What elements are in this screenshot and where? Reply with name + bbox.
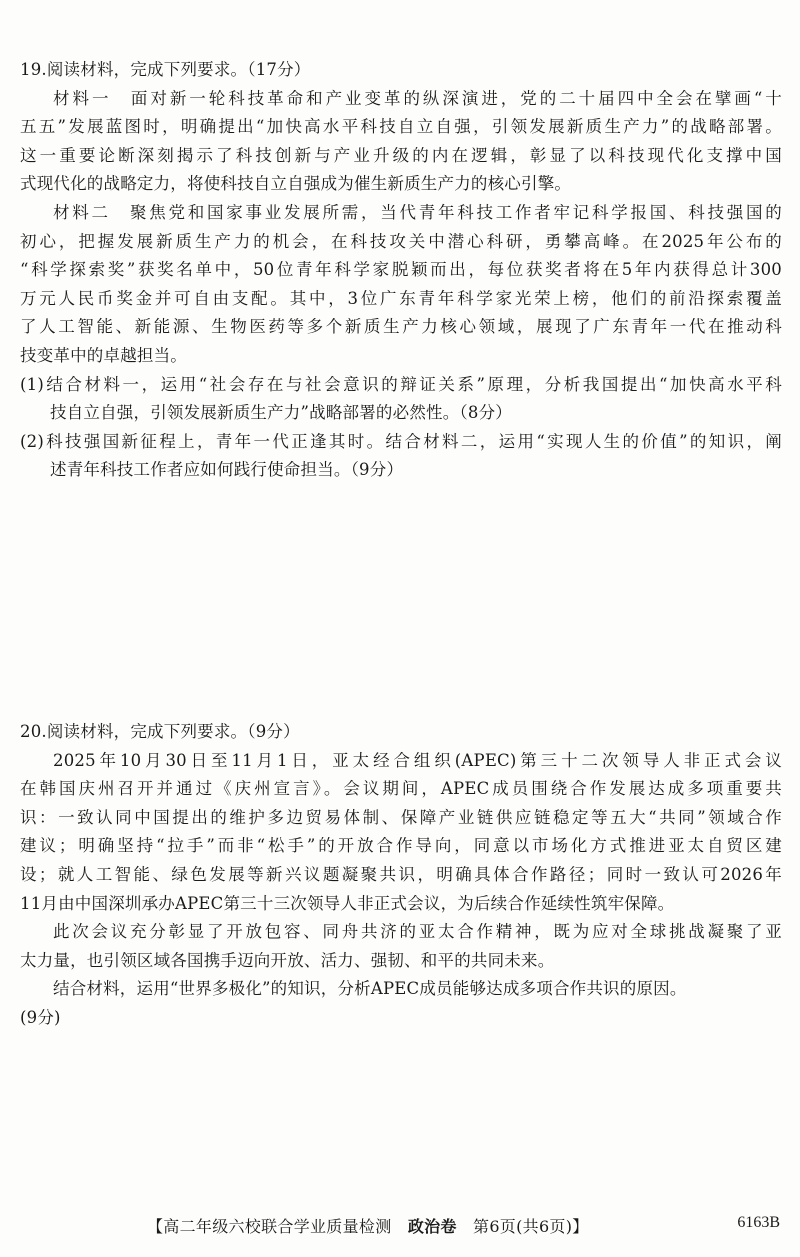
q20-task: [20, 975, 782, 1032]
material-2-line: 万元人民币奖金并可自由支配。其中，3位广东青年科学家光荣上榜，他们的前沿探索覆盖: [20, 288, 782, 308]
material-1-line: 材料一 面对新一轮科技革命和产业变革的纵深演进，党的二十届四中全会在擘画“十: [53, 88, 782, 108]
footer-page-info: 第6页(共6页)】: [456, 1217, 589, 1236]
q20-task-line: 结合材料，运用“世界多极化”的知识，分析APEC成员能够达成多项合作共识的原因。: [53, 979, 687, 999]
footer-exam-title: [147, 1214, 589, 1237]
q20-material-line: 2025年10月30日至11月1日，亚太经合组织(APEC)第三十二次领导人非正式会议: [53, 750, 782, 770]
material-1-line: 式现代化的战略定力，将使科技自立自强成为催生新质生产力的核心引擎。: [20, 174, 572, 194]
material-2-line: 初心，把握发展新质生产力的机会，在科技攻关中潜心科研，勇攀高峰。在2025年公布的: [20, 231, 782, 251]
q20-task-line: (9分): [20, 1007, 61, 1027]
material-1-line: 五五”发展蓝图时，明确提出“加快高水平科技自立自强，引领发展新质生产力”的战略部署。: [20, 117, 782, 137]
material-2-line: 了人工智能、新能源、生物医药等多个新质生产力核心领域，展现了广东青年一代在推动科: [20, 317, 782, 337]
sub-question-1-line: 技自立自强，引领发展新质生产力”战略部署的必然性。（8分）: [50, 403, 512, 423]
sub-question-2-line: (2)科技强国新征程上，青年一代正逢其时。结合材料二，运用“实现人生的价值”的知识，阐: [20, 431, 782, 451]
footer-subject: 政治卷: [407, 1217, 457, 1236]
footer-paper-code: 6163B: [737, 1214, 780, 1231]
sub-question-1-line: (1)结合材料一，运用“社会存在与社会意识的辩证关系”原理，分析我国提出“加快高水平科: [20, 374, 782, 394]
sub-question-2-line: 述青年科技工作者应如何践行使命担当。（9分）: [50, 460, 404, 480]
material-2-line: 技变革中的卓越担当。: [20, 345, 187, 365]
material-1: [20, 85, 782, 199]
q20-material-line: 在韩国庆州召开并通过《庆州宣言》。会议期间，APEC成员围绕合作发展达成多项重要共: [20, 779, 782, 799]
q20-material-paragraph-2: [20, 918, 782, 975]
q20-material-line: 设；就人工智能、绿色发展等新兴议题凝聚共识，明确具体合作路径；同时一致认可2026年: [20, 864, 782, 884]
material-2: [20, 199, 782, 371]
q20-material-line: 建议；明确坚持“拉手”而非“松手”的开放合作导向，同意以市场化方式推进亚太自贸区建: [20, 836, 782, 856]
footer-prefix: 【高二年级六校联合学业质量检测: [147, 1217, 408, 1236]
q20-material-line: 识：一致认同中国提出的维护多边贸易体制、保障产业链供应链稳定等五大“共同”领域合作: [20, 807, 782, 827]
q20-material-paragraph-1: [20, 747, 782, 919]
q20-material-line: 此次会议充分彰显了开放包容、同舟共济的亚太合作精神，既为应对全球挑战凝聚了亚: [53, 922, 782, 942]
question-20: [20, 718, 782, 1033]
question-20-heading: 20.阅读材料，完成下列要求。（9分）: [20, 722, 300, 741]
page-footer: [0, 1214, 800, 1242]
q20-material-line: 太力量，也引领区域各国携手迈向开放、活力、强韧、和平的共同未来。: [20, 950, 555, 970]
sub-question-2: [20, 428, 782, 485]
sub-question-1: [20, 371, 782, 428]
material-2-line: “科学探索奖”获奖名单中，50位青年科学家脱颖而出，每位获奖者将在5年内获得总计300: [20, 260, 782, 280]
material-1-line: 这一重要论断深刻揭示了科技创新与产业升级的内在逻辑，彰显了以科技现代化支撑中国: [20, 145, 782, 165]
question-19-heading: 19.阅读材料，完成下列要求。（17分）: [20, 60, 311, 79]
material-2-line: 材料二 聚焦党和国家事业发展所需，当代青年科技工作者牢记科学报国、科技强国的: [53, 202, 782, 222]
q20-material-line: 11月由中国深圳承办APEC第三十三次领导人非正式会议，为后续合作延续性筑牢保障。: [20, 893, 675, 913]
question-19: [20, 56, 782, 485]
